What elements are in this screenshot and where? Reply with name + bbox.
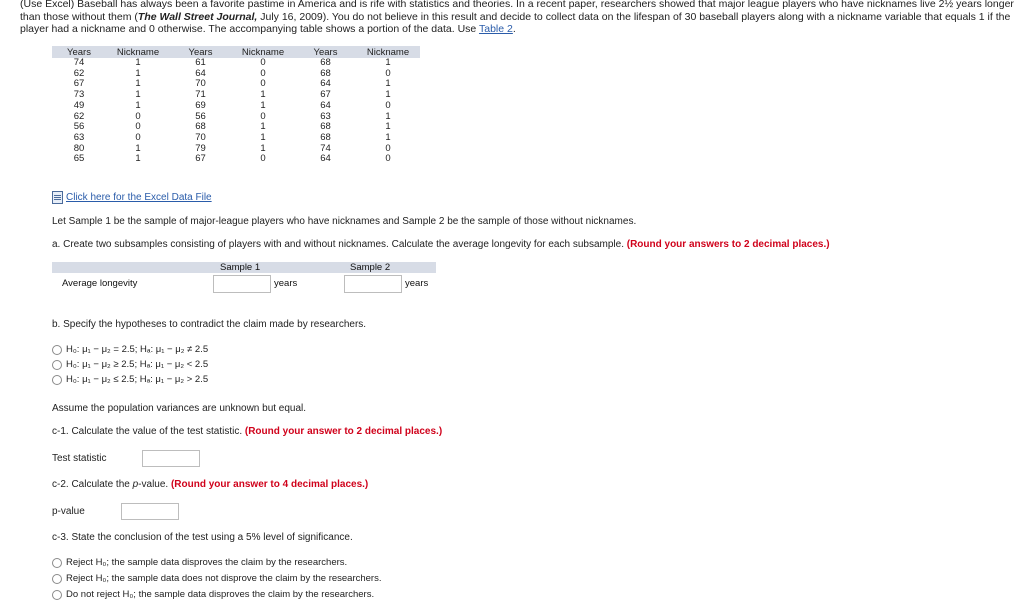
hypothesis-option-label: H₀: μ₁ − μ₂ ≥ 2.5; Hₐ: μ₁ − μ₂ < 2.5 [66,359,209,370]
table-cell: 65 [73,153,85,165]
part-c2-text-b: -value. [138,479,169,490]
conclusion-option-2[interactable] [52,573,382,584]
table-cell: 67 [320,89,331,101]
table-row [52,112,420,123]
table-cell: 0 [385,99,391,111]
conclusion-option-1[interactable] [52,557,347,568]
table-cell: 1 [260,121,266,133]
excel-data-link[interactable] [52,191,212,204]
col-header: Nickname [231,46,295,58]
table-cell: 62 [73,110,85,122]
table-cell: 1 [385,121,391,133]
table-2-link[interactable]: Table 2 [478,23,513,35]
table-cell: 63 [73,131,85,143]
p-value-label: p-value [52,506,85,517]
col-header: Years [52,46,106,58]
table-cell: 1 [135,57,141,68]
table-cell: 69 [195,99,206,111]
table-cell: 64 [320,99,331,111]
sample-2-mean-input[interactable] [344,275,402,293]
table-cell: 67 [73,78,85,90]
part-c1-text: c-1. Calculate the value of the test statistic. [52,426,243,437]
table-cell: 56 [73,121,85,133]
table-cell: 0 [260,78,266,90]
table-cell: 1 [135,67,141,79]
table-cell: 1 [385,131,391,143]
table-cell: 1 [260,99,266,111]
hypothesis-option-1[interactable] [52,344,208,355]
hypothesis-option-3[interactable] [52,374,208,385]
part-a-note: (Round your answers to 2 decimal places.) [626,239,830,250]
table-cell: 56 [195,110,206,122]
table-cell: 0 [260,153,266,165]
table-cell: 61 [195,57,206,68]
table-cell: 1 [385,89,391,101]
radio-button[interactable] [52,345,62,355]
table-cell: 80 [73,142,85,154]
table-cell: 0 [260,110,266,122]
part-c2-text-p: p [132,479,139,490]
data-table [52,46,420,165]
col-header: Years [295,46,356,58]
table-cell: 63 [320,110,331,122]
sample-means-table [52,262,436,295]
table-cell: 68 [320,67,331,79]
sample-2-header: Sample 2 [350,262,391,273]
hypothesis-option-label: H₀: μ₁ − μ₂ = 2.5; Hₐ: μ₁ − μ₂ ≠ 2.5 [66,344,209,355]
table-row [52,101,420,112]
conclusion-option-label: Reject H₀; the sample data does not disprove the claim by the researchers. [66,573,382,584]
average-longevity-row [52,273,436,295]
part-c2-text-a: c-2. Calculate the [52,479,133,490]
table-cell: 70 [195,78,206,90]
part-c2-question [52,479,368,490]
part-c1-note: (Round your answer to 2 decimal places.) [244,426,443,437]
conclusion-option-label: Do not reject H₀; the sample data disproves the claim by the researchers. [66,589,375,600]
table-cell: 67 [195,153,206,165]
intro-text-3: . [512,23,516,35]
table-cell: 62 [73,67,85,79]
table-cell: 68 [320,121,331,133]
problem-intro [20,0,1014,36]
conclusion-option-label: Reject H₀; the sample data disproves the claim by the researchers. [66,557,348,568]
variance-assumption: Assume the population variances are unknown but equal. [52,403,307,414]
table-cell: 0 [135,131,141,143]
excel-link-label: Click here for the Excel Data File [66,192,212,203]
table-cell: 0 [385,67,391,79]
table-cell: 1 [385,78,391,90]
hypothesis-option-label: H₀: μ₁ − μ₂ ≤ 2.5; Hₐ: μ₁ − μ₂ > 2.5 [66,374,209,385]
table-cell: 1 [135,153,141,165]
part-c2-note: (Round your answer to 4 decimal places.) [170,479,369,490]
table-cell: 0 [260,67,266,79]
table-cell: 64 [320,153,331,165]
table-cell: 0 [385,153,391,165]
table-cell: 1 [385,110,391,122]
table-cell: 1 [135,142,141,154]
table-cell: 1 [260,89,266,101]
table-cell: 1 [135,78,141,90]
table-row [52,90,420,101]
data-table-header [52,46,420,58]
part-c3-question: c-3. State the conclusion of the test using a 5% level of significance. [52,532,353,543]
table-row [52,79,420,90]
table-cell: 0 [260,57,266,68]
radio-button[interactable] [52,574,62,584]
sample-means-header [52,262,436,273]
table-cell: 64 [195,67,206,79]
sample-2-unit: years [405,278,429,289]
part-a-question [52,239,830,250]
test-statistic-label: Test statistic [52,453,107,464]
table-cell: 1 [260,142,266,154]
table-row [52,144,420,155]
table-cell: 70 [195,131,206,143]
intro-text-1: (Use Excel) Baseball has always been a favorite pastime in America and is rife with statistics and theories. In a recent paper, researchers showed that major league players who have nicknames live 2½ years longer than those without them ( [20,0,1014,23]
table-cell: 68 [320,131,331,143]
table-cell: 1 [135,89,141,101]
part-a-text: a. Create two subsamples consisting of players with and without nicknames. Calculate the average longevity for each subsample. [52,239,624,250]
sample-1-unit: years [274,278,298,289]
part-b-question: b. Specify the hypotheses to contradict the claim made by researchers. [52,319,367,330]
radio-button[interactable] [52,375,62,385]
table-cell: 71 [195,89,206,101]
intro-source: The Wall Street Journal, [137,10,258,23]
hypothesis-option-2[interactable] [52,359,208,370]
p-value-input[interactable] [121,503,179,520]
sample-1-header: Sample 1 [220,262,261,273]
test-statistic-input[interactable] [142,450,200,467]
radio-button[interactable] [52,558,62,568]
table-cell: 1 [260,131,266,143]
intro-text-2: July 16, 2009). You do not believe in this result and decide to collect data on the lifespan of 30 baseball players along with a nickname variable that equals 1 if the player had a nickname and 0 otherwise. The accompanying table shows a portion of the data. Use [20,10,1011,35]
table-row [52,58,420,69]
table-cell: 73 [73,89,85,101]
table-cell: 0 [135,110,141,122]
table-row [52,122,420,133]
table-row [52,69,420,80]
table-cell: 1 [135,99,141,111]
radio-button[interactable] [52,360,62,370]
conclusion-option-3[interactable] [52,589,374,600]
sample-1-mean-input[interactable] [213,275,271,293]
table-cell: 74 [320,142,331,154]
col-header: Nickname [356,46,420,58]
col-header: Nickname [106,46,170,58]
table-cell: 0 [385,142,391,154]
excel-file-icon [52,191,63,204]
table-cell: 49 [73,99,85,111]
table-cell: 0 [135,121,141,133]
table-cell: 68 [195,121,206,133]
table-cell: 74 [73,57,85,68]
table-cell: 68 [320,57,331,68]
part-c1-question [52,426,442,437]
table-row [52,133,420,144]
table-cell: 64 [320,78,331,90]
sample-definition: Let Sample 1 be the sample of major-league players who have nicknames and Sample 2 be the sample of those without nicknames. [52,216,637,227]
average-longevity-label: Average longevity [62,278,138,289]
table-row [52,154,420,165]
table-cell: 79 [195,142,206,154]
col-header: Years [170,46,231,58]
table-cell: 1 [385,57,391,68]
radio-button[interactable] [52,590,62,600]
